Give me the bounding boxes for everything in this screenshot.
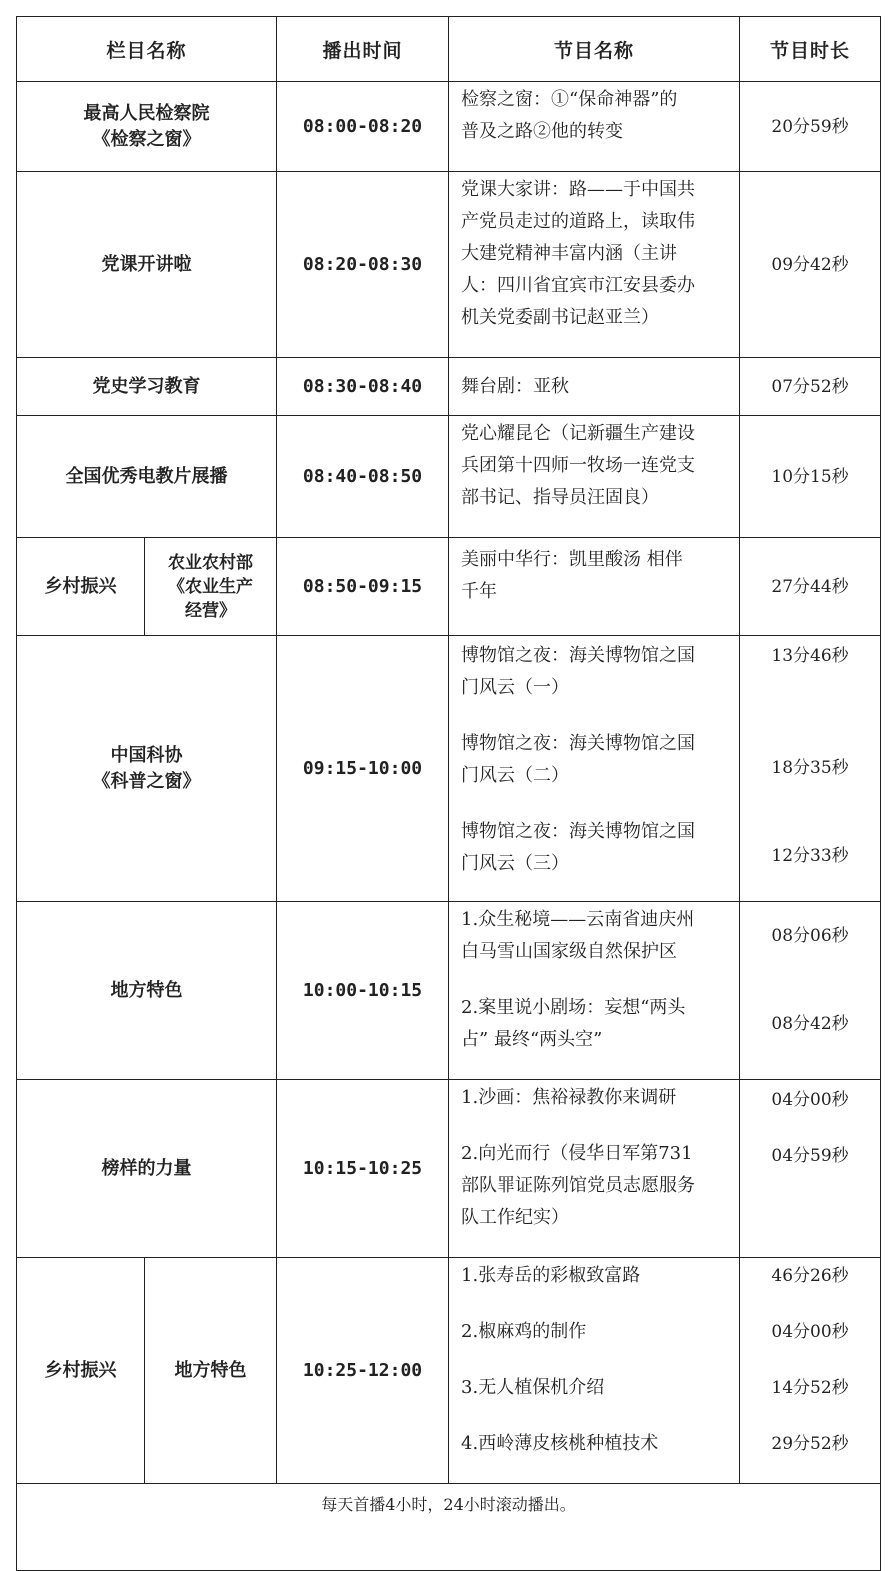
column-name-line: 中国科协	[110, 744, 183, 766]
duration-cell	[740, 1258, 881, 1484]
program-line: 2.向光而行（侵华日军第731	[461, 1143, 693, 1164]
table-row	[17, 172, 881, 358]
table-row	[17, 416, 881, 538]
column-name-cell	[17, 82, 277, 172]
duration-line: 46分26秒	[771, 1266, 849, 1286]
sub-column-cell: 地方特色	[145, 1258, 277, 1484]
header-row	[17, 17, 881, 82]
footer-note: 每天首播4小时，24小时滚动播出。	[17, 1484, 881, 1571]
schedule-table	[16, 16, 881, 1571]
duration-line: 18分35秒	[771, 758, 849, 778]
air-time-cell: 08:40-08:50	[277, 416, 449, 538]
header-column-name: 栏目名称	[17, 17, 277, 82]
sub-column-line: 农业农村部	[168, 552, 253, 573]
duration-line: 08分06秒	[771, 926, 849, 946]
program-line: 2.椒麻鸡的制作	[461, 1321, 587, 1342]
header-air-time: 播出时间	[277, 17, 449, 82]
sub-column-cell	[145, 538, 277, 636]
air-time-cell: 08:20-08:30	[277, 172, 449, 358]
footer-row	[17, 1484, 881, 1571]
program-line: 大建党精神丰富内涵（主讲	[461, 243, 678, 264]
program-line: 白马雪山国家级自然保护区	[461, 941, 678, 962]
column-name-cell	[17, 636, 277, 902]
column-name-line: 最高人民检察院	[83, 102, 210, 124]
program-cell	[449, 1258, 740, 1484]
duration-cell: 09分42秒	[740, 172, 881, 358]
column-name-line: 《检察之窗》	[92, 128, 201, 150]
duration-line: 13分46秒	[771, 646, 849, 666]
air-time-cell: 08:50-09:15	[277, 538, 449, 636]
program-cell	[449, 358, 740, 416]
program-cell	[449, 416, 740, 538]
program-line: 普及之路②他的转变	[461, 121, 624, 142]
program-line: 产党员走过的道路上，读取伟	[461, 211, 696, 232]
air-time-cell: 10:00-10:15	[277, 902, 449, 1080]
air-time-cell: 10:15-10:25	[277, 1080, 449, 1258]
column-name-line: 《科普之窗》	[92, 770, 201, 792]
header-program-name: 节目名称	[449, 17, 740, 82]
duration-line: 12分33秒	[771, 846, 849, 866]
air-time-cell: 08:00-08:20	[277, 82, 449, 172]
duration-line: 14分52秒	[771, 1378, 849, 1398]
duration-line: 29分52秒	[771, 1434, 849, 1454]
header-duration: 节目时长	[740, 17, 881, 82]
duration-line: 04分00秒	[771, 1090, 849, 1110]
program-line: 博物馆之夜：海关博物馆之国	[461, 733, 696, 754]
program-line: 博物馆之夜：海关博物馆之国	[461, 821, 696, 842]
duration-cell: 10分15秒	[740, 416, 881, 538]
duration-line: 04分00秒	[771, 1322, 849, 1342]
program-line: 机关党委副书记赵亚兰）	[461, 307, 660, 328]
table-row	[17, 636, 881, 902]
program-line: 4.西岭薄皮核桃种植技术	[461, 1433, 659, 1454]
duration-cell: 20分59秒	[740, 82, 881, 172]
program-line: 检察之窗：①“保命神器”的	[461, 89, 678, 110]
program-line: 党课大家讲：路——于中国共	[461, 179, 696, 200]
program-line: 门风云（一）	[461, 677, 570, 698]
program-line: 兵团第十四师一牧场一连党支	[461, 455, 696, 476]
table-row	[17, 1080, 881, 1258]
program-line: 门风云（二）	[461, 765, 570, 786]
program-cell	[449, 636, 740, 902]
program-cell	[449, 172, 740, 358]
program-cell	[449, 902, 740, 1080]
column-name-cell: 乡村振兴	[17, 538, 145, 636]
duration-cell: 27分44秒	[740, 538, 881, 636]
program-line: 队工作纪实）	[461, 1207, 570, 1228]
program-line: 美丽中华行：凯里酸汤 相伴	[461, 549, 683, 570]
program-line: 1.张寿岳的彩椒致富路	[461, 1265, 641, 1286]
program-cell	[449, 82, 740, 172]
program-line: 千年	[461, 581, 498, 602]
program-line: 党心耀昆仑（记新疆生产建设	[461, 423, 696, 444]
column-name-cell: 榜样的力量	[17, 1080, 277, 1258]
program-line: 1.沙画：焦裕禄教你来调研	[461, 1087, 677, 1108]
air-time-cell: 09:15-10:00	[277, 636, 449, 902]
schedule-frame	[16, 16, 880, 1571]
duration-line: 08分42秒	[771, 1014, 849, 1034]
program-line: 3.无人植保机介绍	[461, 1377, 605, 1398]
duration-line: 04分59秒	[771, 1146, 849, 1166]
table-row	[17, 358, 881, 416]
sub-column-line: 《农业生产	[168, 576, 253, 597]
table-row	[17, 82, 881, 172]
program-line: 2.案里说小剧场：妄想“两头	[461, 997, 686, 1018]
program-cell	[449, 1080, 740, 1258]
table-row	[17, 538, 881, 636]
program-cell	[449, 538, 740, 636]
program-line: 占” 最终“两头空”	[461, 1029, 603, 1050]
column-name-cell: 党课开讲啦	[17, 172, 277, 358]
program-line: 门风云（三）	[461, 853, 570, 874]
duration-cell	[740, 902, 881, 1080]
program-line: 博物馆之夜：海关博物馆之国	[461, 645, 696, 666]
air-time-cell: 10:25-12:00	[277, 1258, 449, 1484]
sub-column-line: 经营》	[185, 600, 236, 621]
duration-cell	[740, 636, 881, 902]
program-line: 部书记、指导员汪固良）	[461, 487, 660, 508]
column-name-cell: 乡村振兴	[17, 1258, 145, 1484]
column-name-cell: 地方特色	[17, 902, 277, 1080]
program-line: 1.众生秘境——云南省迪庆州	[461, 909, 695, 930]
column-name-cell: 党史学习教育	[17, 358, 277, 416]
duration-cell	[740, 1080, 881, 1258]
program-line: 舞台剧：亚秋	[461, 375, 570, 397]
column-name-cell: 全国优秀电教片展播	[17, 416, 277, 538]
air-time-cell: 08:30-08:40	[277, 358, 449, 416]
table-row	[17, 1258, 881, 1484]
program-line: 人：四川省宜宾市江安县委办	[461, 275, 696, 296]
program-line: 部队罪证陈列馆党员志愿服务	[461, 1175, 696, 1196]
duration-cell: 07分52秒	[740, 358, 881, 416]
table-row	[17, 902, 881, 1080]
